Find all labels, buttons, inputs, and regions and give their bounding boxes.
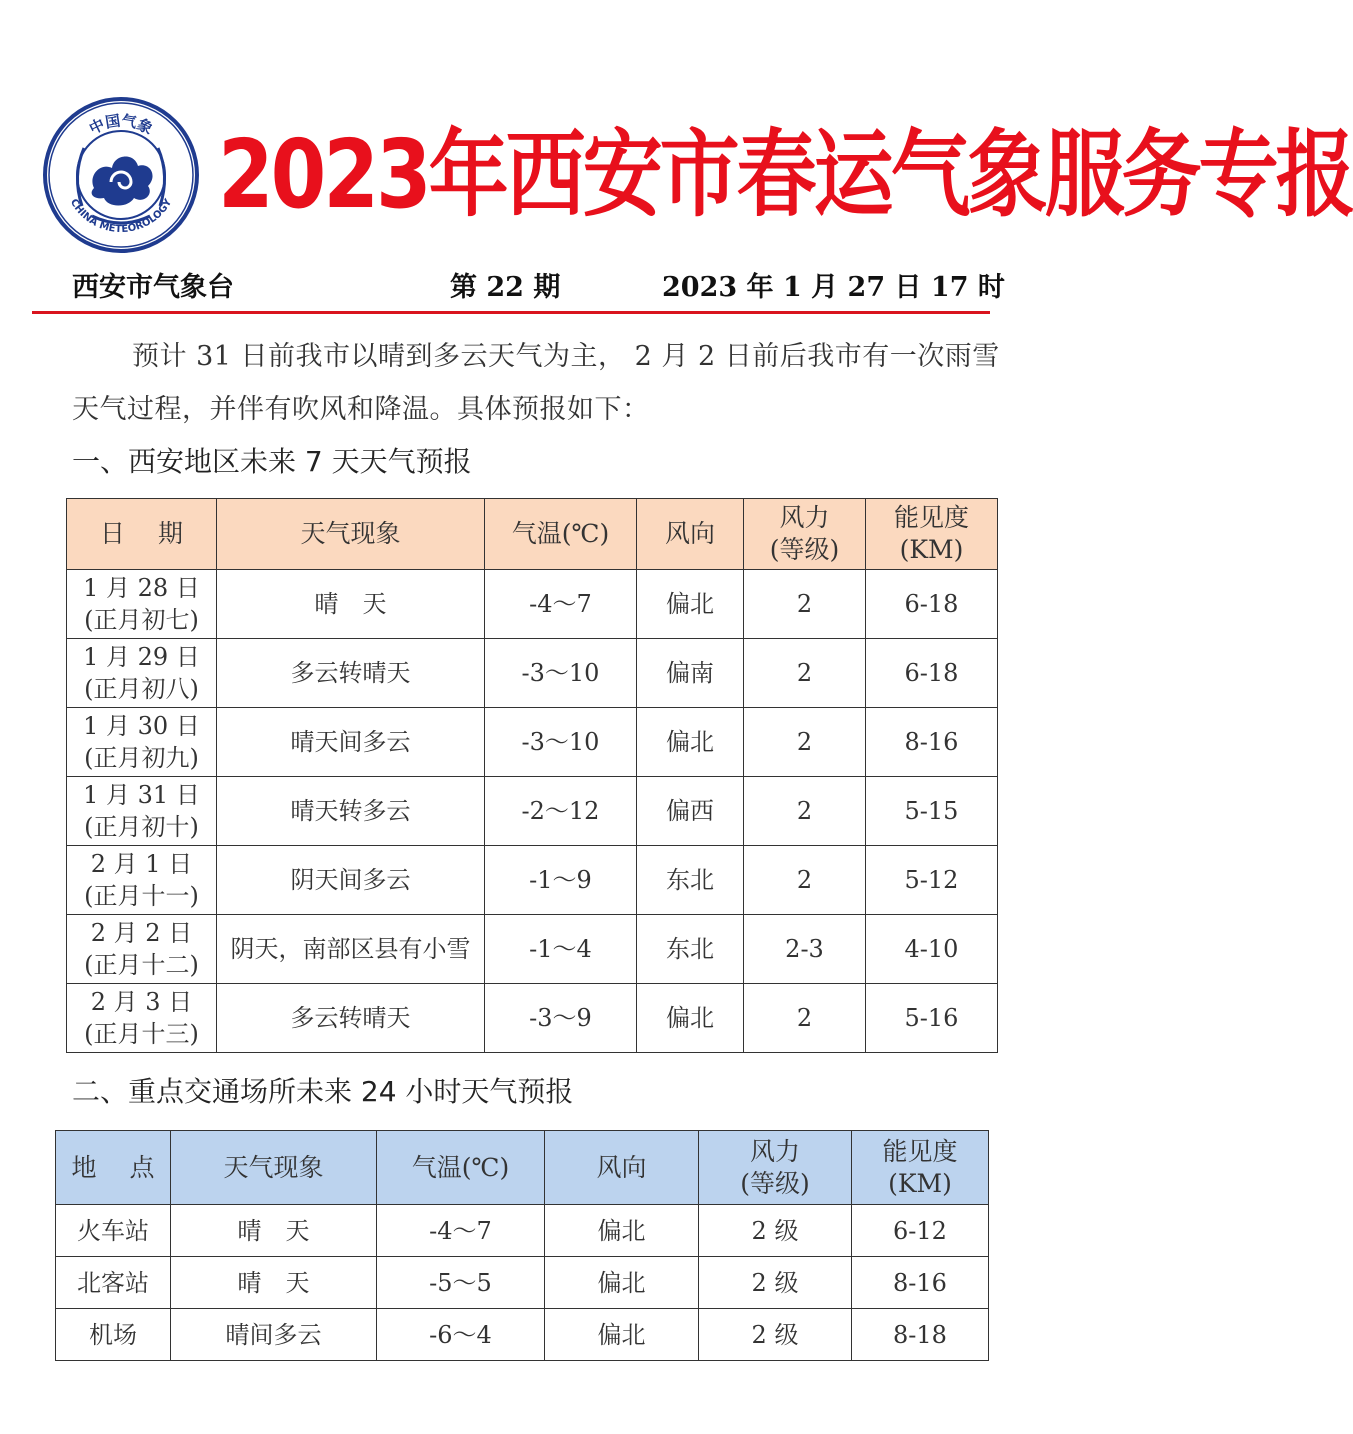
table-row <box>56 1309 989 1361</box>
cell-wind-dir: 偏北 <box>545 1205 699 1257</box>
cma-logo <box>42 96 200 254</box>
header-temp: 气温(℃) <box>485 499 637 570</box>
table-header-row <box>56 1131 989 1205</box>
cell-date: 2 月 1 日 (正月十一) <box>67 846 217 915</box>
cell-weather: 晴天间多云 <box>217 708 485 777</box>
cell-wind-force: 2 <box>744 984 866 1053</box>
cell-date: 1 月 29 日 (正月初八) <box>67 639 217 708</box>
table-row <box>67 915 998 984</box>
header-date: 日 期 <box>67 499 217 570</box>
cell-temp: -5～5 <box>377 1257 545 1309</box>
cell-wind-force: 2 <box>744 708 866 777</box>
cell-weather: 晴 天 <box>171 1257 377 1309</box>
cell-temp: -3～10 <box>485 708 637 777</box>
cell-wind-force: 2 <box>744 846 866 915</box>
cell-date: 1 月 31 日 (正月初十) <box>67 777 217 846</box>
cell-date: 1 月 28 日 (正月初七) <box>67 570 217 639</box>
header-divider <box>32 311 990 314</box>
cell-visibility: 6-12 <box>852 1205 989 1257</box>
issue-datetime: 2023 年 1 月 27 日 17 时 <box>662 272 1005 303</box>
header-visibility: 能见度 (KM) <box>866 499 998 570</box>
cell-wind-dir: 偏南 <box>637 639 744 708</box>
report-title: 2023年西安市春运气象服务专报 <box>218 119 1353 230</box>
cell-date: 2 月 3 日 (正月十三) <box>67 984 217 1053</box>
cell-temp: -3～10 <box>485 639 637 708</box>
cell-visibility: 5-16 <box>866 984 998 1053</box>
logo-bottom-text: CHINA METEOROLOGY <box>67 197 175 236</box>
cell-date: 2 月 2 日 (正月十二) <box>67 915 217 984</box>
cell-weather: 晴 天 <box>217 570 485 639</box>
cell-wind-dir: 偏北 <box>637 984 744 1053</box>
cell-visibility: 6-18 <box>866 639 998 708</box>
cell-wind-dir: 偏北 <box>545 1257 699 1309</box>
intro-paragraph: 预计 31 日前我市以晴到多云天气为主， 2 月 2 日前后我市有一次雨雪天气过程，并伴有吹风和降温。具体预报如下： <box>72 341 1000 425</box>
section-title-7day: 一、西安地区未来 7 天天气预报 <box>72 445 472 478</box>
table-row <box>67 984 998 1053</box>
cell-wind-dir: 偏北 <box>637 708 744 777</box>
cell-weather: 晴间多云 <box>171 1309 377 1361</box>
cell-date: 1 月 30 日 (正月初九) <box>67 708 217 777</box>
cell-wind-dir: 东北 <box>637 915 744 984</box>
header-wind-dir: 风向 <box>545 1131 699 1205</box>
header-wind-force: 风力 (等级) <box>744 499 866 570</box>
table-row <box>67 708 998 777</box>
cell-visibility: 8-18 <box>852 1309 989 1361</box>
cell-wind-force: 2-3 <box>744 915 866 984</box>
header-temp: 气温(℃) <box>377 1131 545 1205</box>
table-row <box>67 639 998 708</box>
cell-weather: 多云转晴天 <box>217 639 485 708</box>
cell-weather: 晴 天 <box>171 1205 377 1257</box>
cell-wind-dir: 东北 <box>637 846 744 915</box>
cell-visibility: 8-16 <box>866 708 998 777</box>
cell-visibility: 6-18 <box>866 570 998 639</box>
cell-wind-force: 2 级 <box>699 1205 852 1257</box>
table-header-row <box>67 499 998 570</box>
cell-temp: -1～9 <box>485 846 637 915</box>
cell-wind-force: 2 级 <box>699 1257 852 1309</box>
cell-weather: 多云转晴天 <box>217 984 485 1053</box>
cell-wind-force: 2 <box>744 777 866 846</box>
cell-visibility: 5-15 <box>866 777 998 846</box>
table-row <box>56 1205 989 1257</box>
header-weather: 天气现象 <box>171 1131 377 1205</box>
forecast-7day-table <box>66 498 998 1053</box>
cell-place: 机场 <box>56 1309 171 1361</box>
cell-temp: -3～9 <box>485 984 637 1053</box>
cell-wind-force: 2 <box>744 570 866 639</box>
forecast-24h-table <box>55 1130 989 1361</box>
header-place: 地 点 <box>56 1131 171 1205</box>
cell-weather: 晴天转多云 <box>217 777 485 846</box>
logo-top-text: 中国气象 <box>86 111 156 138</box>
section-title-24h: 二、重点交通场所未来 24 小时天气预报 <box>72 1075 574 1108</box>
cell-wind-force: 2 <box>744 639 866 708</box>
issue-number: 第 22 期 <box>450 272 561 303</box>
header-wind-dir: 风向 <box>637 499 744 570</box>
cell-temp: -2～12 <box>485 777 637 846</box>
table-row <box>56 1257 989 1309</box>
cell-wind-force: 2 级 <box>699 1309 852 1361</box>
issuing-organization: 西安市气象台 <box>72 272 234 303</box>
cell-temp: -4～7 <box>485 570 637 639</box>
cell-visibility: 5-12 <box>866 846 998 915</box>
cell-temp: -6～4 <box>377 1309 545 1361</box>
cell-visibility: 4-10 <box>866 915 998 984</box>
cell-temp: -1～4 <box>485 915 637 984</box>
cell-wind-dir: 偏北 <box>545 1309 699 1361</box>
cell-place: 北客站 <box>56 1257 171 1309</box>
cell-temp: -4～7 <box>377 1205 545 1257</box>
cell-wind-dir: 偏北 <box>637 570 744 639</box>
table-row <box>67 570 998 639</box>
header-visibility: 能见度 (KM) <box>852 1131 989 1205</box>
table-row <box>67 846 998 915</box>
cell-place: 火车站 <box>56 1205 171 1257</box>
header-weather: 天气现象 <box>217 499 485 570</box>
cell-wind-dir: 偏西 <box>637 777 744 846</box>
cell-weather: 阴天间多云 <box>217 846 485 915</box>
header-wind-force: 风力 (等级) <box>699 1131 852 1205</box>
cell-visibility: 8-16 <box>852 1257 989 1309</box>
table-row <box>67 777 998 846</box>
cell-weather: 阴天，南部区县有小雪 <box>217 915 485 984</box>
